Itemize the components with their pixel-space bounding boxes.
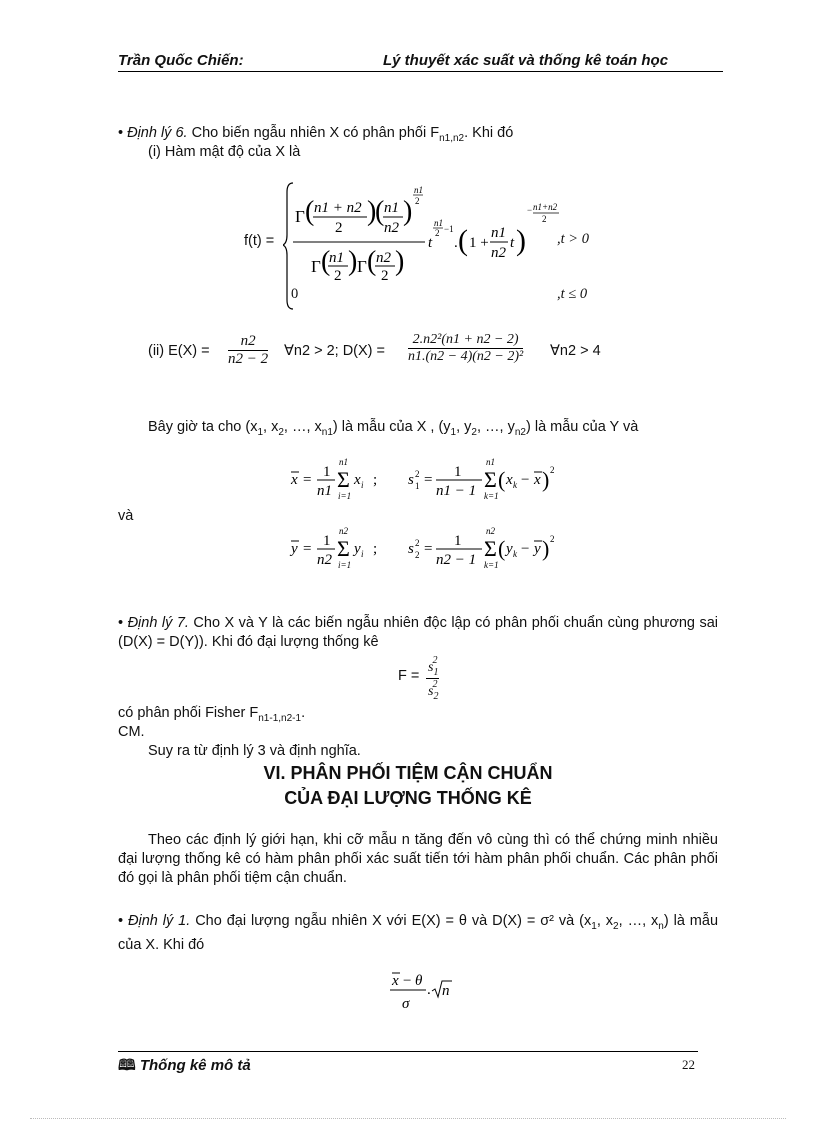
svg-text:Σ: Σ [337,536,350,561]
svg-text:Γ: Γ [357,257,367,276]
svg-text:x: x [291,472,298,488]
variance-label: ∀n2 > 2; D(X) = [284,343,385,359]
sample-stats-y [288,524,588,574]
svg-text:n1: n1 [384,200,399,216]
svg-text:k=1: k=1 [484,560,499,570]
svg-text:n2: n2 [384,220,399,236]
svg-text:k=1: k=1 [484,491,499,501]
svg-text:1: 1 [323,464,331,480]
proof-text: Suy ra từ định lý 3 và định nghĩa. [148,743,361,759]
svg-text:=: = [303,541,312,557]
svg-text:): ) [367,196,377,227]
svg-text:(: ( [321,246,331,277]
svg-text:(: ( [498,536,506,561]
svg-text:1: 1 [454,533,462,549]
svg-text:θ: θ [415,973,423,989]
variance-fraction: $\frac{\text{2.n2²(n1 + n2 − 2)}}{\text{n1.(n2 − 4)(n2 − 2)²}}$ [408,332,524,364]
header-author: Trần Quốc Chiến: [118,52,244,69]
svg-text:1: 1 [415,481,420,491]
theorem-6-sub: n1,n2 [439,132,465,144]
svg-text:n1 + n2: n1 + n2 [314,200,362,216]
f-ratio: $\frac{s_1^2}{s_2^2}$ [428,655,439,702]
svg-text:(: ( [458,224,468,257]
svg-text:): ) [542,536,550,561]
section-paragraph: Theo các định lý giới hạn, khi cỡ mẫu n tăng đến vô cùng thì có thể chứng minh nhiều đại lượng thống kê có hàm phân phối xác suất tiến tới hàm phân phối chuẩn. Các phân phối đó gọi là phân phối tiệm cận chuẩn. [118,832,718,886]
svg-text:n1: n1 [329,250,344,266]
standardized-mean-formula [388,965,468,1015]
svg-text:−: − [521,472,530,488]
theorem-6-part-i: (i) Hàm mật độ của X là [148,144,301,160]
svg-text:(: ( [305,196,315,227]
svg-text:Γ: Γ [311,257,321,276]
theorem-6-text: Cho biến ngẫu nhiên X có phân phối F [187,125,440,141]
svg-text:;: ; [373,472,378,488]
sample-stats-x [288,455,588,505]
header-rule [118,71,723,72]
density-zero: 0 [291,286,299,302]
svg-text:2: 2 [542,214,547,224]
expectation-fraction: $\frac{n2}{n2 - 2}$ [228,333,269,367]
section-title-line-1: VI. PHÂN PHỐI TIỆM CẬN CHUẨN [263,763,553,783]
svg-text:2: 2 [381,268,389,284]
svg-text:1: 1 [323,533,331,549]
svg-text:Σ: Σ [337,467,350,492]
page-edge [30,1118,786,1119]
bullet-icon: • [118,125,124,141]
svg-text:i=1: i=1 [338,560,352,570]
svg-text:n1: n1 [434,218,443,228]
svg-text:t: t [428,235,433,251]
svg-text:y: y [291,541,298,557]
svg-text:−: − [403,973,412,989]
svg-text:Γ: Γ [295,207,305,226]
svg-text:2: 2 [550,465,555,475]
svg-text:n1: n1 [339,457,348,467]
svg-text:s: s [408,541,414,557]
samples-intro: Bây giờ ta cho ($x_1$, $x_2$, …, $x_{n1}$) là mẫu của X , ($y_1$, $y_2$, …, $y_{n2}$) là mẫu của Y và [148,419,639,438]
fisher-distribution: có phân phối Fisher $F_{n1-1,n2-1}$. [118,705,306,724]
svg-text:;: ; [373,541,378,557]
svg-text:n1: n1 [414,185,423,195]
expectation-label: (ii) E(X) = [148,343,210,359]
svg-text:x: x [506,472,513,488]
svg-text:2: 2 [415,196,420,206]
svg-text:n1: n1 [317,483,332,499]
svg-text:x: x [392,973,399,989]
svg-text:(: ( [498,467,506,492]
and-word: và [118,508,134,524]
svg-text:): ) [516,224,526,257]
theorem-7-text: • Định lý 7. Cho X và Y là các biến ngẫu nhiên độc lập có phân phối chuẩn cùng phương sai (D(X) = D(Y)). Khi đó đại lượng thống kê [118,615,718,650]
svg-text:n2 − 1: n2 − 1 [436,552,477,568]
svg-text:n1 − 1: n1 − 1 [436,483,477,499]
ft-label: f(t) = [244,233,275,249]
svg-text:y: y [506,541,513,557]
bullet-icon: • [118,615,124,631]
svg-text:n1+n2: n1+n2 [533,202,558,212]
svg-text:n: n [442,983,450,999]
svg-text:i: i [361,480,364,490]
proof-cm: CM. [118,724,145,740]
svg-text:n1: n1 [491,225,506,241]
svg-text:Σ: Σ [484,536,497,561]
svg-text:2: 2 [415,550,420,560]
svg-text:2: 2 [415,469,420,479]
theorem-1-text: • Định lý 1. Cho đại lượng ngẫu nhiên X với E(X) = θ và D(X) = σ² và ($x_1$, $x_2$, …, $x_n$) là mẫu của X. Khi đó [118,913,719,953]
svg-text:s: s [408,472,414,488]
footer-title: 🕮 Thống kê mô tả [118,1057,251,1074]
svg-text:2: 2 [415,538,420,548]
svg-text:=: = [424,472,433,488]
svg-text:i: i [361,549,364,559]
svg-text:n2: n2 [339,526,348,536]
theorem-1-label: Định lý 1. [128,913,191,929]
section-title-line-2: CỦA ĐẠI LƯỢNG THỐNG KÊ [284,788,532,808]
svg-text:y: y [534,541,541,557]
svg-text:2: 2 [335,220,343,236]
book-icon: 🕮 [118,1057,136,1074]
svg-text:k: k [513,480,517,490]
svg-text:Σ: Σ [484,467,497,492]
svg-text:y: y [354,541,361,557]
svg-text:x: x [354,472,361,488]
svg-text:i=1: i=1 [338,491,352,501]
density-condition-nonpositive: ,t ≤ 0 [557,286,588,302]
page-number: 22 [682,1057,695,1072]
variance-condition: ∀n2 > 4 [550,343,601,359]
theorem-7-label: Định lý 7. [127,615,189,631]
svg-text:.: . [427,982,431,998]
svg-text:2: 2 [435,228,440,238]
svg-text:1: 1 [454,464,462,480]
svg-text:n2: n2 [486,526,495,536]
svg-text:(: ( [375,196,385,227]
f-label: F = [398,668,420,684]
svg-text:2: 2 [334,268,342,284]
svg-text:σ: σ [402,996,410,1012]
svg-text:−: − [527,205,533,215]
footer-rule [118,1051,698,1052]
svg-text:−1: −1 [444,224,454,234]
svg-text:1 +: 1 + [469,235,489,251]
svg-text:n1: n1 [486,457,495,467]
svg-text:n2: n2 [491,245,506,261]
svg-text:x: x [534,472,541,488]
svg-text:=: = [424,541,433,557]
svg-text:t: t [510,235,515,251]
svg-text:2: 2 [550,534,555,544]
theorem-6-tail: . Khi đó [464,125,514,141]
svg-text:): ) [348,246,358,277]
svg-text:n2: n2 [376,250,391,266]
bullet-icon: • [118,913,124,929]
header-subject: Lý thuyết xác suất và thống kê toán học [383,52,669,69]
theorem-6-label: Định lý 6. [127,125,188,141]
svg-text:): ) [403,196,413,227]
svg-text:.: . [454,235,458,251]
density-condition-positive: ,t > 0 [557,231,589,247]
svg-text:−: − [521,541,530,557]
svg-text:(: ( [367,246,377,277]
svg-text:=: = [303,472,312,488]
svg-text:k: k [513,549,517,559]
svg-text:): ) [395,246,405,277]
svg-text:): ) [542,467,550,492]
svg-text:n2: n2 [317,552,332,568]
